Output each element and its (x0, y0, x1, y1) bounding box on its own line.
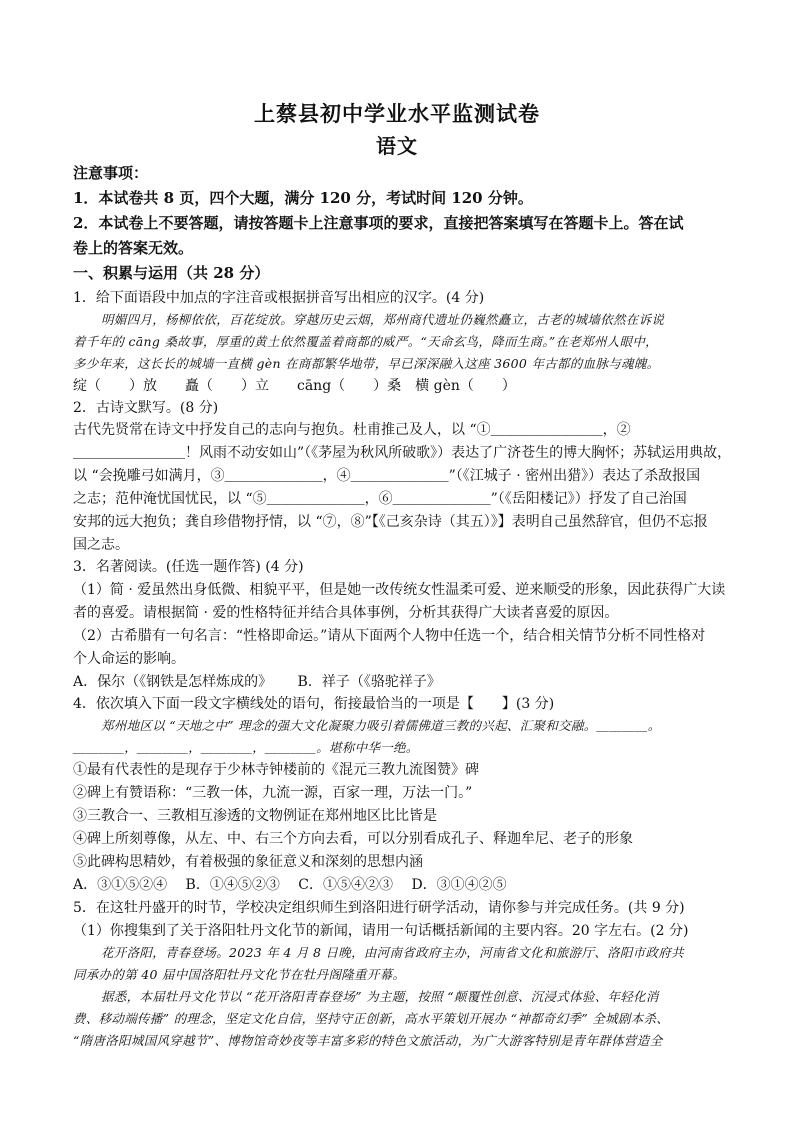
q2-line-5: 安邦的远大抱负；龚自珍借物抒情，以 “⑦，⑧”【《己亥杂诗（其五）》】表明自己虽然辞官，但仍不忘报 (73, 514, 708, 530)
q5-news-line-3: 据悉，本届牡丹文化节以 “花开洛阳青春登场” 为主题，按照 “颠覆性创意、沉浸式体验、年轻化消 (101, 989, 659, 1004)
q1-stem: 1．给下面语段中加点的字注音或根据拼音写出相应的汉字。(4 分) (73, 290, 485, 306)
q2-line-4: 之志；范仲淹忧国忧民，以 “⑤＿＿＿＿＿＿＿，⑥＿＿＿＿＿＿＿”（《岳阳楼记》）抒发了自己治国 (73, 491, 687, 507)
section-1-heading: 一、积累与运用（共 28 分） (73, 264, 270, 282)
q3-option-2-line-1: （2）古希腊有一句名言：“性格即命运。”请从下面两个人物中任选一个，结合相关情节分析不同性格对 (73, 628, 706, 644)
q5-news-line-4: 费、移动端传播” 的理念，坚定文化自信，坚持守正创新，高水平策划开展办 “神都奇幻季” 全城剧本杀、 (73, 1011, 670, 1026)
q1-passage-line-3: 多少年来，这长长的城墙一直横 gèn 在商都繁华地带，早已深深融入这座 3600 年古都的血脉与魂魄。 (73, 356, 660, 371)
q5-news-line-5: “隋唐洛阳城国风穿越节”、博物馆奇妙夜等丰富多彩的特色文旅活动，为广大游客特别是青年群体营造全 (73, 1033, 663, 1048)
q5-news-line-2: 同承办的第 40 届中国洛阳牡丹文化节在牡丹阁隆重开幕。 (73, 967, 406, 982)
q1-passage-line-2: 着千年的 cāng 桑故事，厚重的黄土依然覆盖着商都的威严。“天命玄鸟，降而生商。”在老郑州人眼中， (73, 334, 658, 349)
q2-line-3: 以 “会挽雕弓如满月，③＿＿＿＿＿＿＿，④＿＿＿＿＿＿＿”（《江城子 · 密州出猎》）表达了杀敌报国 (73, 468, 701, 484)
q4-sentence-1: ①最有代表性的是现存于少林寺钟楼前的《混元三教九流图赞》碑 (73, 762, 479, 778)
q2-line-1: 古代先贤常在诗文中抒发自己的志向与抱负。杜甫推己及人，以 “①＿＿＿＿＿＿＿＿，② (73, 422, 631, 438)
q3-stem: 3．名著阅读。(任选一题作答) (4 分) (73, 559, 304, 575)
q4-sentence-5: ⑤此碑构思精妙，有着极强的象征意义和深刻的思想内涵 (73, 854, 423, 870)
q4-sentence-4: ④碑上所刻尊像，从左、中、右三个方向去看，可以分别看成孔子、释迦牟尼、老子的形象 (73, 831, 633, 847)
q4-sentence-3: ③三教合一、三教相互渗透的文物例证在郑州地区比比皆是 (73, 808, 437, 824)
subject-title: 语文 (376, 134, 418, 158)
q3-option-1-line-2: 者的喜爱。请根据简 · 爱的性格特征并结合具体事例，分析其获得广大读者喜爱的原因。 (73, 605, 619, 621)
notice-item-2-line-1: 2．本试卷上不要答题，请按答题卡上注意事项的要求，直接把答案填写在答题卡上。答在试 (73, 214, 684, 232)
q4-sentence-2: ②碑上有赞语称：“三教一体，九流一源，百家一理，万法一门。” (73, 785, 473, 801)
notice-heading: 注意事项： (73, 164, 149, 182)
q4-options: A．③①⑤②④ B．①④⑤②③ C．①⑤④②③ D．③①④②⑤ (73, 877, 507, 893)
q5-sub-1: （1）你搜集到了关于洛阳牡丹文化节的新闻，请用一句话概括新闻的主要内容。20 字左右。(2 分) (73, 923, 689, 939)
q3-choices: A．保尔（《钢铁是怎样炼成的》 B．祥子（《骆驼祥子》 (73, 674, 441, 690)
notice-item-2-line-2: 卷上的答案无效。 (73, 239, 194, 257)
q1-passage-line-1: 明媚四月，杨柳依依，百花绽放。穿越历史云烟，郑州商代遗址仍巍然矗立，古老的城墙依然在诉说 (101, 312, 665, 327)
notice-item-1: 1．本试卷共 8 页，四个大题，满分 120 分，考试时间 120 分钟。 (73, 189, 533, 207)
q2-line-6: 国之志。 (73, 537, 129, 553)
q2-line-2: ＿＿＿＿＿＿＿＿！风雨不动安如山”（《茅屋为秋风所破歌》）表达了广济苍生的博大胸怀；苏轼运用典故， (73, 445, 732, 461)
q5-news-line-1: 花开洛阳，青春登场。2023 年 4 月 8 日晚，由河南省政府主办，河南省文化和旅游厅、洛阳市政府共 (101, 945, 684, 960)
q3-option-2-line-2: 个人命运的影响。 (73, 651, 185, 667)
exam-title: 上蔡县初中学业水平监测试卷 (254, 101, 540, 126)
q1-answer-slots: 绽（ ）放 矗（ ）立 cāng（ ）桑 横 gèn（ ） (73, 378, 516, 394)
q5-stem: 5．在这牡丹盛开的时节，学校决定组织师生到洛阳进行研学活动，请你参与并完成任务。(共 9 分) (73, 900, 685, 916)
q2-stem-text: 2．古诗文默写。(8 分) (73, 400, 219, 416)
q4-passage-line-1: 郑州地区以 “天地之中” 理念的强大文化凝聚力吸引着儒佛道三教的兴起、汇聚和交融。＿＿＿＿。 (101, 718, 661, 733)
q4-passage-line-2: ＿＿＿＿，＿＿＿＿，＿＿＿＿，＿＿＿＿。堪称中华一绝。 (73, 740, 419, 755)
q3-option-1-line-1: （1）简 · 爱虽然出身低微、相貌平平，但是她一改传统女性温柔可爱、逆来顺受的形象，因此获得广大读 (73, 582, 726, 598)
q4-stem: 4．依次填入下面一段文字横线处的语句，衔接最恰当的一项是【 】(3 分) (73, 696, 555, 712)
